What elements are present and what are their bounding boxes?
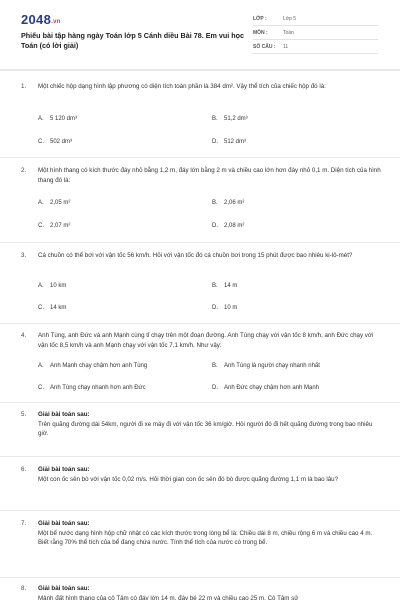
question-heading: Giải bài toán sau: xyxy=(38,466,90,473)
option-c[interactable] xyxy=(38,305,66,311)
option-text: Anh Mạnh chạy chậm hơn anh Tùng xyxy=(50,363,148,369)
meta-key: SỐ CÂU : xyxy=(253,44,276,50)
option-letter: B. xyxy=(212,363,218,369)
option-a[interactable] xyxy=(38,116,77,122)
meta-value: 11 xyxy=(283,44,289,50)
site-logo[interactable] xyxy=(21,12,61,27)
option-text: 10 m xyxy=(224,305,238,311)
option-letter: D. xyxy=(212,139,218,145)
option-text: 2,08 m² xyxy=(224,223,245,229)
option-text: Anh Tùng chạy nhanh hơn anh Đức xyxy=(50,385,146,391)
question-number: 7. xyxy=(21,520,27,527)
option-letter: A. xyxy=(38,200,44,206)
question-7 xyxy=(21,519,383,548)
option-text: 14 m xyxy=(224,283,238,289)
meta-key: LỚP : xyxy=(253,16,267,22)
option-text: 2,05 m² xyxy=(50,200,71,206)
option-letter: C. xyxy=(38,139,44,145)
question-6 xyxy=(21,465,383,484)
question-heading: Giải bài toán sau: xyxy=(38,411,90,418)
question-4 xyxy=(21,331,383,350)
logo-suffix: .vn xyxy=(51,19,61,25)
question-number: 5. xyxy=(21,411,27,418)
question-body: Một con ốc sên bò với vận tốc 0,02 m/s. Hỏi thời gian con ốc sên đó bò được quãng đường 1,1 m là bao lâu? xyxy=(38,475,339,483)
question-number: 8. xyxy=(21,585,27,592)
option-b[interactable] xyxy=(212,116,248,122)
question-number: 3. xyxy=(21,252,27,259)
question-stem: Một hình thang có kích thước đáy nhỏ bằng 1,2 m, đáy lớn bằng 2 m và chiều cao lớn hơn đáy nhỏ 0,1 m. Diện tích của hình thang đó là: xyxy=(38,167,381,184)
option-a[interactable] xyxy=(38,200,70,206)
question-number: 2. xyxy=(21,167,27,174)
option-letter: A. xyxy=(38,363,44,369)
question-stem: Một chiếc hộp dạng hình lập phương có diện tích toàn phần là 384 dm². Vậy thể tích của chiếc hộp đó là: xyxy=(38,83,326,90)
option-text: 502 dm³ xyxy=(50,139,73,145)
option-text: 14 km xyxy=(50,305,67,311)
question-separator xyxy=(0,323,400,324)
question-separator xyxy=(0,402,400,403)
option-d[interactable] xyxy=(212,139,246,145)
meta-grade xyxy=(253,14,378,26)
option-a[interactable] xyxy=(38,363,147,369)
option-letter: A. xyxy=(38,283,44,289)
meta-value: Toán xyxy=(283,30,294,36)
question-number: 6. xyxy=(21,466,27,473)
meta-question-count xyxy=(253,42,378,54)
question-body: Trên quãng đường dài 54km, người đi xe máy đi với vận tốc 36 km/giờ. Hỏi người đó đi hết quãng đường trong bao nhiêu giờ. xyxy=(38,420,373,437)
option-b[interactable] xyxy=(212,283,237,289)
option-letter: A. xyxy=(38,116,44,122)
question-3 xyxy=(21,251,383,261)
option-text: Anh Đức chạy chậm hơn anh Mạnh xyxy=(224,385,320,391)
option-letter: C. xyxy=(38,305,44,311)
document-title: Phiếu bài tập hàng ngày Toán lớp 5 Cánh diều Bài 78. Em vui học Toán (có lời giải) xyxy=(21,31,245,50)
option-letter: D. xyxy=(212,305,218,311)
question-number: 1. xyxy=(21,83,27,90)
question-separator xyxy=(0,577,400,578)
meta-key: MÔN : xyxy=(253,30,268,36)
option-letter: D. xyxy=(212,223,218,229)
option-letter: B. xyxy=(212,283,218,289)
option-letter: C. xyxy=(38,223,44,229)
option-text: 51,2 dm³ xyxy=(224,116,248,122)
question-stem: Anh Tùng, anh Đức và anh Mạnh cùng tỉ chạy trên một đoạn đường. Anh Tùng chạy với vận tốc 8 km/h, anh Đức chạy với vận tốc 8,5 km/h và anh Mạnh chạy với vận tốc 7,1 km/h. Như vậy: xyxy=(38,332,374,349)
question-stem: Cá chuồn có thể bơi với vận tốc 56 km/h. Hỏi với vận tốc đó cá chuồn bơi trong 15 phút được bao nhiêu ki-lô-mét? xyxy=(38,252,353,259)
option-letter: D. xyxy=(212,385,218,391)
question-5 xyxy=(21,410,383,439)
question-number: 4. xyxy=(21,332,27,339)
option-letter: B. xyxy=(212,116,218,122)
option-letter: C. xyxy=(38,385,44,391)
question-separator xyxy=(0,456,400,457)
option-letter: B. xyxy=(212,200,218,206)
option-text: 2,07 m² xyxy=(50,223,71,229)
question-body: Một bể nước dạng hình hộp chữ nhật có các kích thước trong lòng bể là: Chiều dài 8 m, chiều rộng 6 m và chiều cao 4 m. Biết rằng 70% thể tích của bể đang chứa nước. Tính thể tích của nước có trong bể. xyxy=(38,529,373,546)
question-1 xyxy=(21,82,383,92)
option-b[interactable] xyxy=(212,200,244,206)
question-8 xyxy=(21,584,383,600)
logo-text: 2048 xyxy=(21,12,52,27)
header xyxy=(0,0,400,68)
meta-value: Lớp 5 xyxy=(283,16,297,22)
option-c[interactable] xyxy=(38,223,70,229)
question-body: Mảnh đất hình thang của cô Tâm có đáy lớn 14 m, đáy bé 22 m và chiều cao 25 m. Cô Tâm sử xyxy=(38,594,299,600)
meta-subject xyxy=(253,28,378,40)
question-separator xyxy=(0,157,400,158)
option-c[interactable] xyxy=(38,139,72,145)
question-2 xyxy=(21,166,383,185)
option-b[interactable] xyxy=(212,363,320,369)
option-d[interactable] xyxy=(212,385,319,391)
option-d[interactable] xyxy=(212,305,237,311)
option-text: Anh Tùng là người chạy nhanh nhất xyxy=(224,363,320,369)
question-heading: Giải bài toán sau: xyxy=(38,585,90,592)
header-divider xyxy=(0,69,400,71)
option-text: 512 dm³ xyxy=(224,139,247,145)
option-text: 5 120 dm³ xyxy=(50,116,78,122)
question-separator xyxy=(0,510,400,511)
option-text: 10 km xyxy=(50,283,67,289)
option-c[interactable] xyxy=(38,385,146,391)
option-a[interactable] xyxy=(38,283,66,289)
question-separator xyxy=(0,242,400,243)
question-heading: Giải bài toán sau: xyxy=(38,520,90,527)
option-text: 2,06 m² xyxy=(224,200,245,206)
option-d[interactable] xyxy=(212,223,244,229)
